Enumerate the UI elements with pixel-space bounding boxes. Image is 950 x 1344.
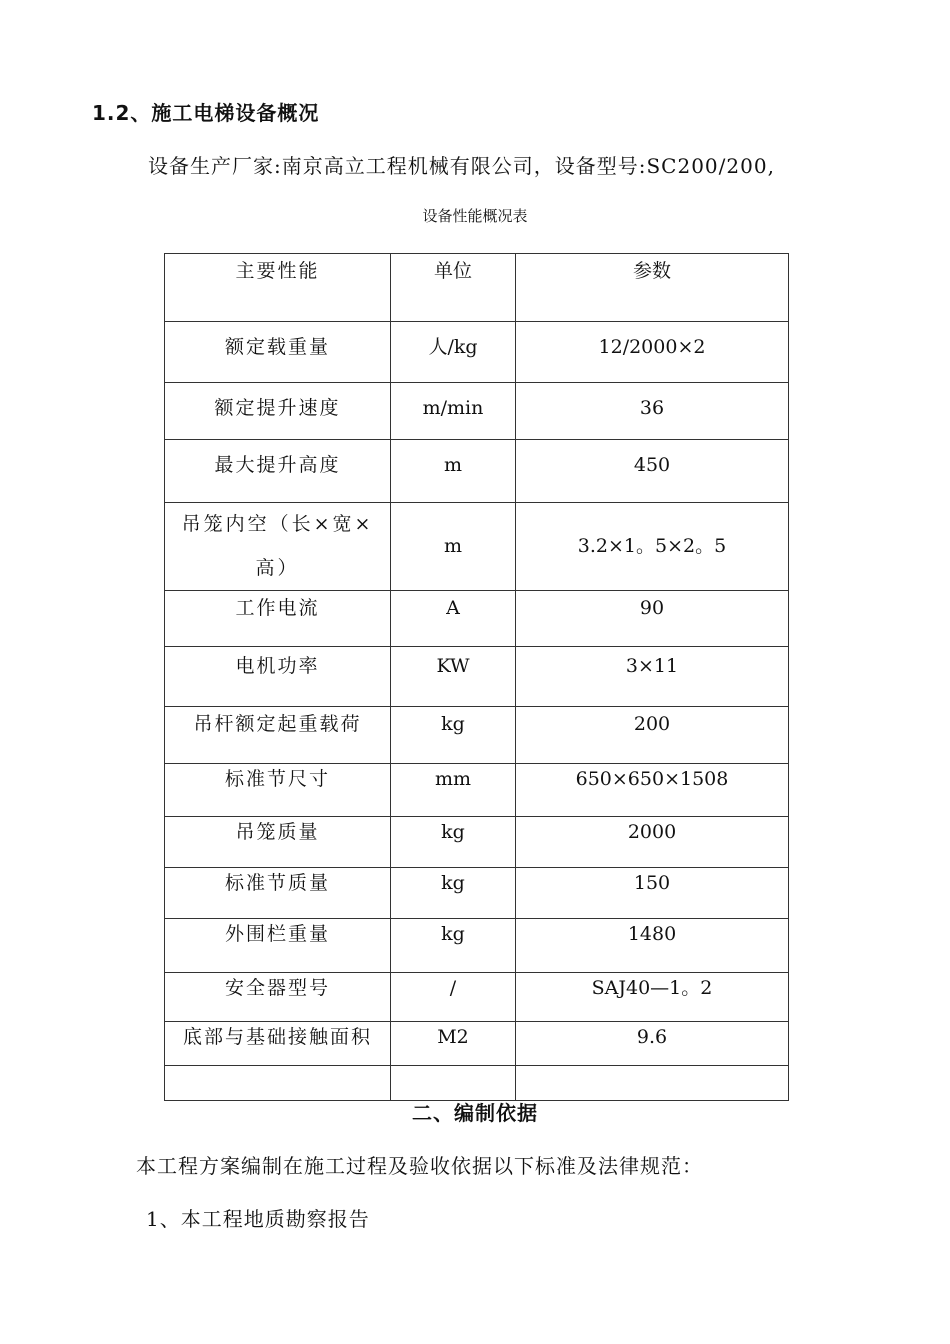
table-row bbox=[165, 503, 789, 591]
table-cell: 1480 bbox=[627, 923, 677, 946]
table-row bbox=[165, 973, 789, 1022]
table-row bbox=[165, 868, 789, 919]
table-cell: 150 bbox=[633, 872, 671, 895]
table-cell: 安全器型号 bbox=[224, 977, 330, 1000]
table-cell: 吊笼内空（长×宽×高） bbox=[181, 513, 374, 579]
table-row bbox=[165, 707, 789, 764]
table-cell: 最大提升高度 bbox=[214, 454, 341, 476]
table-cell: 90 bbox=[639, 597, 665, 620]
table-cell: 底部与基础接触面积 bbox=[182, 1026, 372, 1049]
table-cell: 外围栏重量 bbox=[224, 923, 330, 946]
table-cell: 200 bbox=[633, 713, 671, 736]
section-title: 二、编制依据 bbox=[412, 1101, 538, 1125]
header-cell: 参数 bbox=[516, 254, 789, 322]
table-cell: m bbox=[443, 535, 463, 558]
table-header-row bbox=[165, 254, 789, 322]
table-cell: KW bbox=[436, 655, 470, 678]
table-cell: SAJ40—1。2 bbox=[591, 977, 713, 1000]
table-cell: 2000 bbox=[627, 821, 677, 844]
table-row bbox=[165, 591, 789, 647]
table-cell: kg bbox=[441, 713, 465, 736]
table-cell: mm bbox=[434, 768, 472, 791]
table-cell: 450 bbox=[633, 454, 671, 476]
table-row bbox=[165, 919, 789, 973]
table-cell: 36 bbox=[639, 397, 665, 419]
table-cell: m bbox=[443, 454, 463, 476]
table-cell: 9.6 bbox=[636, 1026, 668, 1049]
table-cell: 人/kg bbox=[428, 336, 478, 358]
table-cell bbox=[516, 1066, 788, 1076]
table-cell: 3×11 bbox=[625, 655, 679, 678]
table-row bbox=[165, 764, 789, 817]
basis-paragraph: 本工程方案编制在施工过程及验收依据以下标准及法律规范： bbox=[136, 1154, 703, 1178]
table-cell: 额定提升速度 bbox=[214, 397, 341, 419]
table-cell: 650×650×1508 bbox=[575, 768, 729, 791]
table-caption: 设备性能概况表 bbox=[422, 207, 528, 225]
list-item: 1、本工程地质勘察报告 bbox=[146, 1207, 370, 1231]
table-cell: 12/2000×2 bbox=[598, 336, 706, 358]
table-cell: 工作电流 bbox=[235, 597, 320, 620]
table-cell: 标准节尺寸 bbox=[224, 768, 330, 791]
table-row bbox=[165, 1066, 789, 1101]
table-cell: M2 bbox=[437, 1026, 469, 1049]
table-cell: 吊笼质量 bbox=[235, 821, 320, 844]
table-cell: 电机功率 bbox=[235, 655, 320, 678]
header-cell: 主要性能 bbox=[165, 254, 391, 322]
table-cell: 额定载重量 bbox=[224, 336, 330, 358]
table-row bbox=[165, 322, 789, 383]
table-cell: 标准节质量 bbox=[224, 872, 330, 895]
section-heading: 1.2、施工电梯设备概况 bbox=[92, 101, 320, 125]
table-cell: 吊杆额定起重载荷 bbox=[193, 713, 362, 736]
table-cell: A bbox=[446, 597, 460, 620]
table-row bbox=[165, 440, 789, 503]
table-cell: kg bbox=[441, 872, 465, 895]
table-cell: / bbox=[449, 977, 457, 1000]
table-cell: m/min bbox=[422, 397, 484, 419]
table-row bbox=[165, 817, 789, 868]
table-cell: kg bbox=[441, 923, 465, 946]
equipment-spec-table bbox=[164, 253, 789, 1101]
table-cell: kg bbox=[441, 821, 465, 844]
table-cell bbox=[165, 1066, 390, 1076]
table-cell: 3.2×1。5×2。5 bbox=[577, 535, 727, 558]
table-row bbox=[165, 647, 789, 707]
table-row bbox=[165, 1022, 789, 1066]
manufacturer-intro: 设备生产厂家:南京高立工程机械有限公司，设备型号:SC200/200, bbox=[148, 154, 775, 178]
table-cell bbox=[391, 1066, 515, 1076]
table-row bbox=[165, 383, 789, 440]
header-cell: 单位 bbox=[391, 254, 516, 322]
